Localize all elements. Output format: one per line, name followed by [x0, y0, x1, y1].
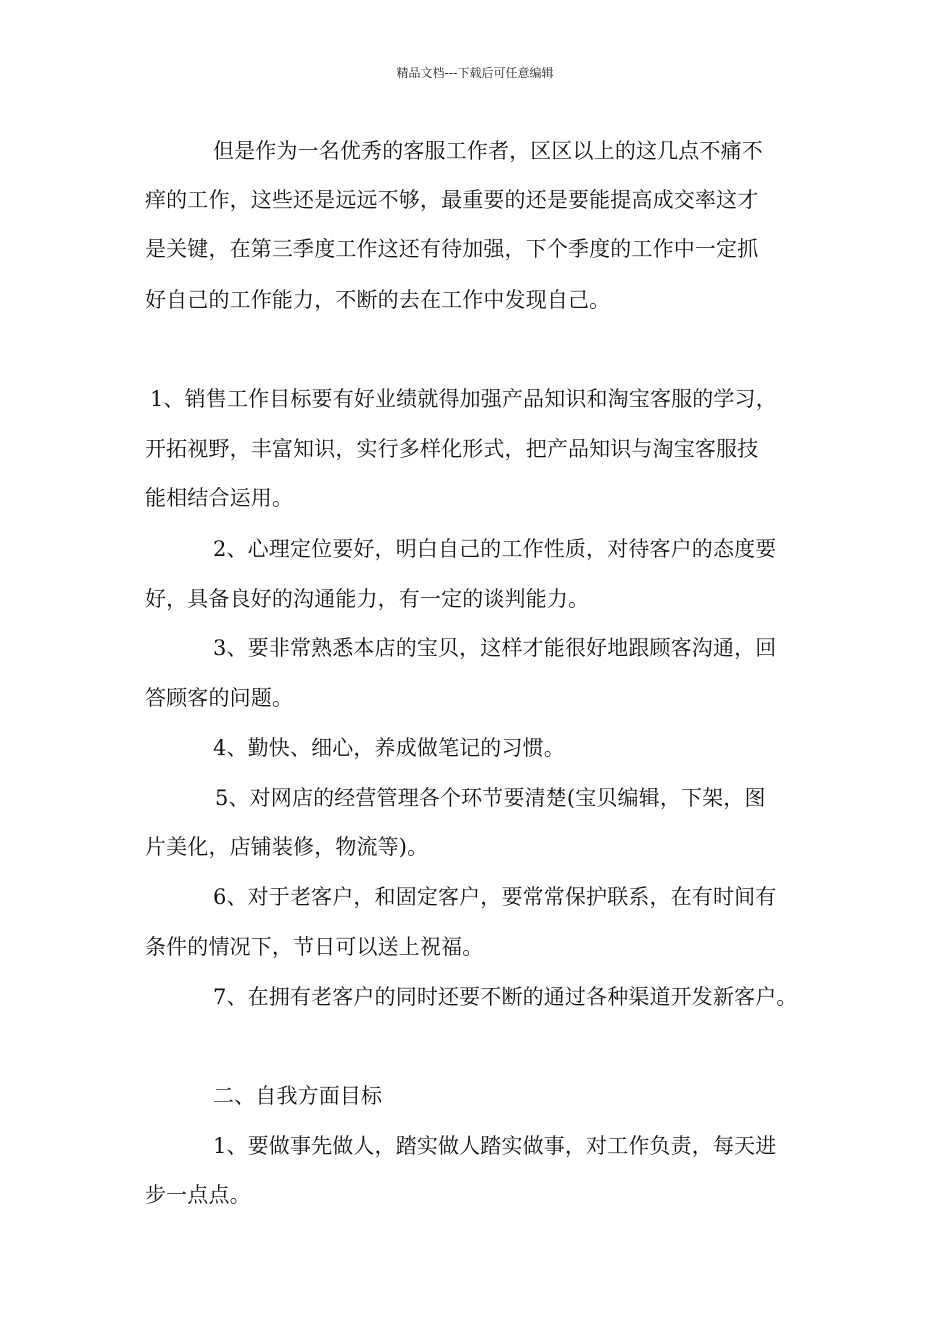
item-3-line-1: 3、要非常熟悉本店的宝贝，这样才能很好地跟顾客沟通，回 — [213, 636, 777, 660]
paragraph-1-line-2: 痒的工作，这些还是远远不够，最重要的还是要能提高成交率这才 — [145, 188, 759, 212]
paragraph-1-line-4: 好自己的工作能力，不断的去在工作中发现自己。 — [145, 288, 611, 312]
item-1-line-3: 能相结合运用。 — [145, 486, 294, 510]
item-1-line-2: 开拓视野，丰富知识，实行多样化形式，把产品知识与淘宝客服技 — [145, 437, 759, 461]
page-header: 精品文档---下载后可任意编辑 — [396, 66, 554, 80]
item-1-line-1: 1、销售工作目标要有好业绩就得加强产品知识和淘宝客服的学习， — [150, 387, 777, 411]
item-5-line-1: 5、对网店的经营管理各个环节要清楚(宝贝编辑，下架，图 — [215, 786, 766, 810]
paragraph-1-line-1: 但是作为一名优秀的客服工作者，区区以上的这几点不痛不 — [213, 139, 763, 163]
item-4-line-1: 4、勤快、细心，养成做笔记的习惯。 — [213, 736, 565, 760]
section-2-heading: 二、自我方面目标 — [213, 1084, 383, 1108]
item-2-line-1: 2、心理定位要好，明白自己的工作性质，对待客户的态度要 — [213, 537, 777, 561]
section-2-item-1-line-1: 1、要做事先做人，踏实做人踏实做事，对工作负责，每天进 — [213, 1134, 777, 1158]
paragraph-1-line-3: 是关键，在第三季度工作这还有待加强，下个季度的工作中一定抓 — [145, 237, 759, 261]
item-5-line-2: 片美化，店铺装修，物流等)。 — [145, 835, 429, 859]
section-2-item-1-line-2: 步一点点。 — [145, 1183, 251, 1207]
item-6-line-1: 6、对于老客户，和固定客户，要常常保护联系，在有时间有 — [213, 885, 777, 909]
item-7-line-1: 7、在拥有老客户的同时还要不断的通过各种渠道开发新客户。 — [213, 985, 798, 1009]
item-2-line-2: 好，具备良好的沟通能力，有一定的谈判能力。 — [145, 587, 590, 611]
item-6-line-2: 条件的情况下，节日可以送上祝福。 — [145, 935, 484, 959]
item-3-line-2: 答顾客的问题。 — [145, 686, 294, 710]
